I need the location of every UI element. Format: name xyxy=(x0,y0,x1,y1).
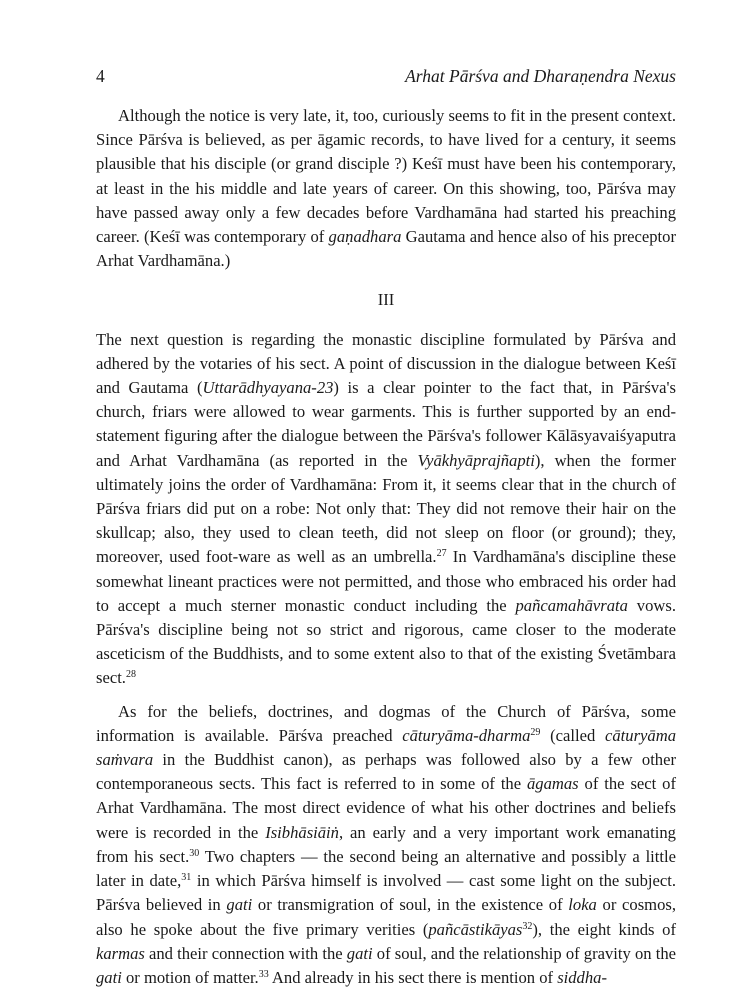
italic-term: loka xyxy=(568,895,597,915)
footnote-ref: 29 xyxy=(530,726,541,738)
footnote-ref: 28 xyxy=(125,669,136,681)
italic-term: cāturyāma-dharma xyxy=(402,725,531,745)
section-heading: III xyxy=(377,290,395,310)
footnote-ref: 33 xyxy=(258,968,269,980)
italic-term: āgamas xyxy=(527,774,579,794)
running-head: Arhat Pārśva and Dharaṇendra Nexus xyxy=(405,66,676,86)
italic-term: Vyākhyāprajñapti xyxy=(417,450,535,470)
italic-term: gati xyxy=(96,967,122,987)
italic-term: Isibhāsiāiṅ xyxy=(265,822,339,842)
italic-term: karmas xyxy=(96,943,145,963)
italic-term: gati xyxy=(346,943,373,963)
footnote-ref: 32 xyxy=(522,920,533,932)
paragraph-gap xyxy=(96,691,676,700)
italic-term: pañcāstikāyas xyxy=(428,919,523,939)
italic-term: siddha- xyxy=(557,967,607,987)
paragraph-3: As for the beliefs, doctrines, and dogmas of the Church of Pārśva, some information is available. Pārśva preached cāturyāma-dharma$^{29}$ (called cāturyāma saṁvara in the Buddhist canon), as perhaps was followed also by a few other contemporaneous sects. This fact is referred to in some of the āgamas of the sect of Arhat Vardhamāna. The most direct evidence of what his other doctrines and beliefs were is recorded in the Isibhāsiāiṅ, an early and a very important work emanating from his sect.$^{30}$ Two chapters — the second being an alternative and possibly a little later in date,$^{31}$ in which Pārśva himself is involved — cast some light on the subject. Pārśva believed in gati or transmigration of soul, in the existence of loka or cosmos, also he spoke about the five primary verities (pañcāstikāyas$^{32}$), the eight kinds of karmas and their connection with the gati of soul, and the relationship of gravity on the gati or motion of matter.$^{33}$ And already in his sect there is mention of siddha- xyxy=(96,701,677,987)
footnote-ref: 31 xyxy=(181,872,192,884)
italic-term: Uttarādhyayana-23 xyxy=(202,378,334,398)
italic-term: gati xyxy=(226,895,253,915)
footnote-ref: 27 xyxy=(436,548,447,560)
paragraph-2: The next question is regarding the monastic discipline formulated by Pārśva and adhered by the votaries of his sect. A point of discussion in the dialogue between Keśī and Gautama (Uttarādhyayana-23) is a clear pointer to the fact that, in Pārśva's church, friars were allowed to wear garments. This is further supported by an end-statement figuring after the dialogue between the Pārśva's follower Kālāsyavaiśyaputra and Arhat Vardhamāna (as reported in the Vyākhyāprajñapti), when the former ultimately joins the order of Vardhamāna: From it, it seems clear that in the church of Pārśva friars did put on a robe: Not only that: They did not remove their hair on the skullcap; also, they used to clean teeth, did not sleep on floor (or ground); they, moreover, used foot-ware as well as an umbrella.$^{27}$ In Vardhamāna's discipline these somewhat lineant practices were not permitted, and those who embraced his order had to accept a much sterner monastic conduct including the pañcamahāvrata vows. Pārśva's discipline being not so strict and rigorous, came closer to the moderate asceticism of the Buddhists, and to some extent also to that of the existing Śvetāmbara sect.$^{28}$ xyxy=(96,329,676,688)
paragraph-1: Although the notice is very late, it, too, curiously seems to fit in the present context. Since Pārśva is believed, as per āgamic records, to have lived for a century, it seems plausible that his disciple (or grand disciple ?) Keśī must have been his contemporary, at least in the his middle and late years of career. On this showing, too, Pārśva may have passed away only a few decades before Vardhamāna had started his preaching career. (Keśī was contemporary of gaṇadhara Gautama and hence also of his preceptor Arhat Vardhamāna.) xyxy=(96,106,676,271)
italic-term: cāturyāma saṁvara xyxy=(96,725,676,770)
page-body xyxy=(96,104,676,990)
italic-term: gaṇadhara xyxy=(328,227,402,247)
footnote-ref: 30 xyxy=(189,847,200,859)
page-header xyxy=(96,66,676,92)
page-number: 4 xyxy=(96,66,105,86)
italic-term: pañcamahāvrata xyxy=(515,595,628,615)
